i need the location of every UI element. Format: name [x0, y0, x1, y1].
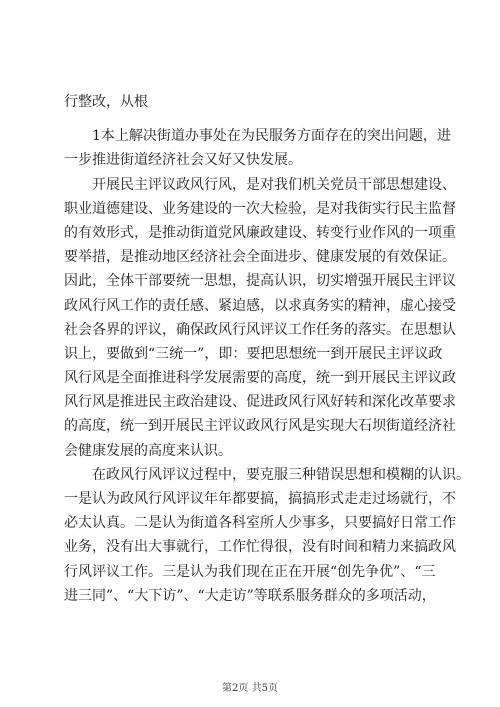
page-footer: 第2页 共5页 [222, 683, 278, 694]
text-line: 风行风是推进民主政治建设、促进政风行风好转和深化改革要求 [64, 394, 456, 411]
paragraph [64, 90, 449, 114]
text-line: 行整改，从根 [64, 94, 148, 110]
text-line: 政风行风工作的责任感、紧迫感，以求真务实的精神，虚心接受 [64, 297, 456, 314]
paragraph [64, 173, 456, 463]
text-line: 1本上解决街道办事处在为民服务方面存在的突出问题，进 [92, 128, 451, 145]
paragraph-spacer [64, 114, 449, 124]
text-line: 要举措，是推动地区经济社会全面进步、健康发展的有效保证。 [64, 249, 456, 266]
text-line: 必太认真。二是认为街道各科室所人少事多，只要搞好日常工作 [64, 515, 456, 532]
text-line: 识上，要做到“三统一”，即：要把思想统一到开展民主评议政 [64, 345, 443, 362]
text-line: 一步推进街道经济社会又好又快发展。 [64, 152, 302, 169]
text-line: 行风评议工作。三是认为我们现在正在开展“创先争优”、“三 [64, 563, 436, 580]
text-line: 风行风是全面推进科学发展需要的高度，统一到开展民主评议政 [64, 370, 456, 387]
text-line: 的高度，统一到开展民主评议政风行风是实现大石坝街道经济社 [64, 418, 456, 435]
text-line: 开展民主评议政风行风，是对我们机关党员干部思想建设、 [92, 176, 456, 193]
text-line: 因此，全体干部要统一思想，提高认识，切实增强开展民主评议 [64, 273, 456, 290]
text-line: 的有效形式，是推动街道党风廉政建设、转变行业作风的一项重 [64, 224, 456, 241]
text-line: 进三同”、“大下访”、“大走访”等联系服务群众的多项活动， [64, 587, 436, 604]
text-line: 会健康发展的高度来认识。 [64, 442, 232, 459]
paragraph [64, 124, 449, 172]
text-line: 一是认为政风行风评议年年都要搞，搞搞形式走走过场就行，不 [64, 491, 456, 507]
document-body [64, 90, 470, 608]
paragraph [64, 463, 470, 608]
text-line: 职业道德建设、业务建设的一次大检验，是对我街实行民主监督 [64, 200, 456, 217]
text-line: 业务，没有出大事就行，工作忙得很，没有时间和精力来搞政风 [64, 539, 456, 556]
text-line: 社会各界的评议，确保政风行风评议工作任务的落实。在思想认 [64, 321, 456, 338]
text-line: 在政风行风评议过程中，要克服三种错误思想和模糊的认识。 [92, 466, 470, 483]
